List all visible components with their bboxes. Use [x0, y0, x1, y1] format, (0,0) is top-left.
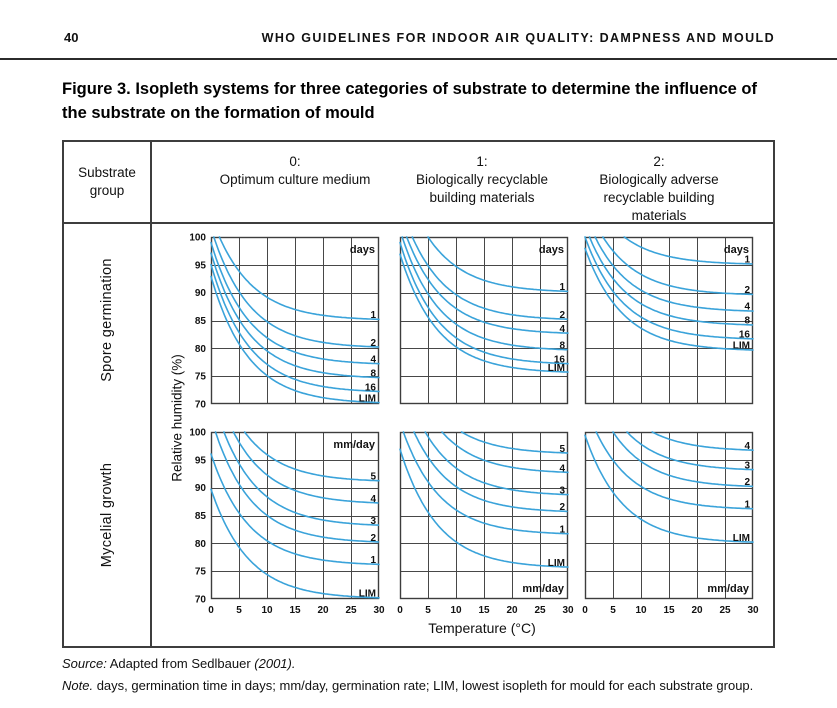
svg-text:85: 85	[194, 316, 206, 327]
svg-text:95: 95	[194, 260, 206, 272]
column-code: 2:	[653, 154, 665, 169]
svg-text:25: 25	[345, 605, 357, 616]
figure-title: Figure 3. Isopleth systems for three categories of substrate to determine the influence of the substrate on the formation of mould	[62, 80, 757, 122]
row-label-mycelial-growth: Mycelial growth	[99, 462, 115, 568]
svg-text:30: 30	[373, 605, 385, 616]
svg-text:16: 16	[738, 329, 750, 341]
svg-text:30: 30	[747, 605, 759, 616]
svg-text:20: 20	[317, 605, 329, 616]
isopleth-chart-spore-2	[585, 237, 753, 404]
svg-text:1: 1	[370, 310, 376, 321]
svg-text:5: 5	[559, 443, 565, 455]
svg-text:10: 10	[450, 605, 462, 616]
svg-text:85: 85	[194, 511, 206, 522]
note-label: Note.	[62, 678, 94, 693]
table-column-divider	[150, 142, 152, 646]
svg-text:10: 10	[635, 605, 647, 616]
svg-text:LIM: LIM	[358, 588, 376, 600]
svg-text:2: 2	[744, 284, 750, 296]
svg-text:8: 8	[744, 315, 750, 327]
svg-text:25: 25	[719, 605, 731, 616]
column-code: 1:	[476, 154, 488, 169]
source-label: Source:	[62, 656, 107, 671]
svg-text:80: 80	[194, 538, 206, 550]
svg-text:1: 1	[744, 499, 750, 511]
svg-text:4: 4	[370, 354, 376, 366]
svg-text:3: 3	[559, 485, 565, 497]
svg-text:LIM: LIM	[547, 557, 565, 569]
svg-text:4: 4	[370, 493, 376, 505]
svg-text:mm/day: mm/day	[707, 583, 749, 595]
svg-text:LIM: LIM	[358, 393, 376, 405]
svg-text:70: 70	[194, 594, 206, 606]
x-axis-label: Temperature (°C)	[428, 620, 536, 636]
column-header-1	[392, 153, 572, 207]
svg-text:15: 15	[663, 605, 675, 616]
source-year: (2001).	[254, 656, 296, 671]
svg-text:1: 1	[559, 282, 565, 294]
svg-text:4: 4	[744, 441, 750, 452]
svg-text:4: 4	[744, 301, 750, 313]
svg-text:90: 90	[194, 483, 206, 495]
svg-text:1: 1	[370, 555, 376, 567]
svg-text:5: 5	[610, 605, 616, 616]
svg-text:16: 16	[553, 354, 565, 366]
column-name: Biologically recyclable building materials	[415, 172, 549, 206]
svg-text:2: 2	[370, 337, 376, 349]
svg-text:15: 15	[478, 605, 490, 616]
svg-text:days: days	[538, 244, 564, 256]
svg-text:LIM: LIM	[732, 532, 750, 544]
svg-text:100: 100	[189, 232, 206, 244]
source-text: Adapted from Sedlbauer	[109, 656, 251, 671]
y-axis-label: Relative humidity (%)	[169, 354, 185, 482]
svg-text:2: 2	[559, 502, 565, 514]
svg-text:4: 4	[559, 463, 565, 475]
svg-text:2: 2	[744, 477, 750, 489]
source-line	[62, 656, 295, 671]
svg-text:90: 90	[194, 288, 206, 300]
column-header-2	[579, 153, 739, 225]
svg-text:3: 3	[370, 516, 376, 528]
isopleth-chart-mycelial-2	[582, 432, 759, 616]
svg-text:8: 8	[559, 340, 565, 352]
substrate-group-header: Substrate group	[78, 165, 136, 198]
svg-text:20: 20	[506, 605, 518, 616]
page-number: 40	[64, 30, 79, 45]
column-code: 0:	[289, 154, 301, 169]
svg-text:80: 80	[194, 343, 206, 355]
svg-text:0: 0	[208, 605, 214, 616]
svg-text:3: 3	[744, 460, 750, 472]
svg-text:70: 70	[194, 399, 206, 411]
svg-text:days: days	[723, 244, 749, 256]
column-name: Optimum culture medium	[219, 172, 371, 188]
svg-text:16: 16	[364, 382, 376, 394]
isopleth-chart-spore-0	[189, 232, 379, 411]
svg-text:mm/day: mm/day	[522, 583, 564, 595]
row-label-spore-germination: Spore germination	[99, 258, 115, 382]
svg-text:95: 95	[194, 455, 206, 467]
svg-text:10: 10	[261, 605, 273, 616]
svg-text:8: 8	[370, 368, 376, 380]
svg-text:0: 0	[582, 605, 588, 616]
running-header-title: WHO GUIDELINES FOR INDOOR AIR QUALITY: DAMPNESS AND MOULD	[261, 31, 775, 45]
isopleth-table	[62, 140, 775, 648]
column-header-0	[205, 153, 385, 189]
svg-text:5: 5	[425, 605, 431, 616]
note-text: days, germination time in days; mm/day, germination rate; LIM, lowest isopleth for mould for each substrate group.	[96, 678, 754, 693]
isopleth-chart-spore-1	[400, 237, 568, 404]
svg-text:20: 20	[691, 605, 703, 616]
column-name: Biologically adverse recyclable building materials	[599, 172, 719, 224]
svg-text:75: 75	[194, 566, 206, 578]
header-rule	[0, 58, 837, 60]
isopleth-chart-mycelial-1	[397, 432, 574, 616]
svg-text:30: 30	[562, 605, 574, 616]
svg-text:1: 1	[559, 524, 565, 536]
svg-text:5: 5	[236, 605, 242, 616]
svg-text:1: 1	[744, 254, 750, 266]
svg-text:0: 0	[397, 605, 403, 616]
svg-text:5: 5	[370, 471, 376, 483]
isopleth-chart-mycelial-0	[189, 427, 385, 616]
svg-text:days: days	[349, 244, 375, 256]
svg-text:100: 100	[189, 427, 206, 439]
svg-text:LIM: LIM	[732, 340, 750, 352]
note-line	[62, 678, 753, 693]
svg-text:2: 2	[559, 310, 565, 321]
svg-text:4: 4	[559, 323, 565, 335]
svg-text:25: 25	[534, 605, 546, 616]
svg-text:LIM: LIM	[547, 362, 565, 374]
svg-text:75: 75	[194, 371, 206, 383]
svg-text:15: 15	[289, 605, 301, 616]
svg-text:mm/day: mm/day	[333, 439, 375, 451]
svg-text:2: 2	[370, 532, 376, 544]
